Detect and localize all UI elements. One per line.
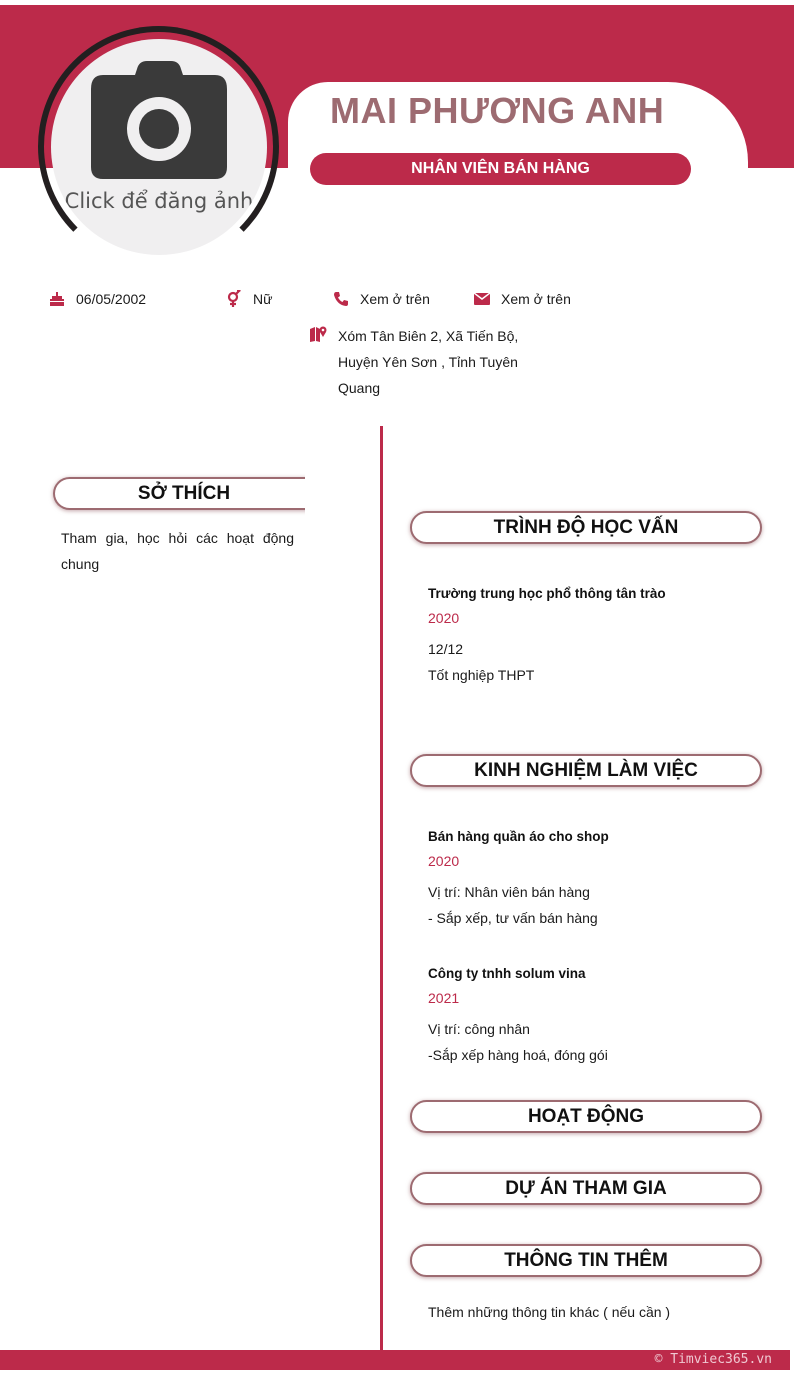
education-line[interactable]: 12/12 — [428, 641, 464, 657]
education-heading[interactable]: TRÌNH ĐỘ HỌC VẤN — [410, 511, 762, 544]
experience-line[interactable]: Vị trí: Nhân viên bán hàng — [428, 884, 590, 900]
email-value: Xem ở trên — [501, 291, 571, 307]
gender-icon — [225, 290, 243, 308]
experience-year[interactable]: 2021 — [428, 990, 460, 1006]
photo-upload[interactable] — [51, 39, 267, 255]
birthday-field[interactable] — [48, 290, 146, 308]
projects-heading[interactable]: DỰ ÁN THAM GIA — [410, 1172, 762, 1205]
gender-value: Nữ — [253, 291, 273, 307]
education-year[interactable]: 2020 — [428, 610, 460, 626]
phone-icon — [332, 290, 350, 308]
phone-field[interactable] — [332, 290, 430, 308]
experience-company[interactable]: Bán hàng quần áo cho shop — [428, 829, 609, 844]
more-info-heading[interactable]: THÔNG TIN THÊM — [410, 1244, 762, 1277]
phone-value: Xem ở trên — [360, 291, 430, 307]
email-field[interactable] — [473, 290, 571, 308]
mail-icon — [473, 290, 491, 308]
education-school[interactable]: Trường trung học phổ thông tân trào — [428, 586, 666, 601]
experience-year[interactable]: 2020 — [428, 853, 460, 869]
hobby-pill-mask — [305, 470, 325, 518]
gender-field[interactable] — [225, 290, 272, 308]
camera-icon — [87, 59, 231, 183]
cake-icon — [48, 290, 66, 308]
experience-company[interactable]: Công ty tnhh solum vina — [428, 966, 586, 981]
experience-heading[interactable]: KINH NGHIỆM LÀM VIỆC — [410, 754, 762, 787]
photo-caption: Click để đăng ảnh — [64, 189, 254, 213]
hobbies-heading[interactable]: SỞ THÍCH — [53, 477, 313, 510]
education-line[interactable]: Tốt nghiệp THPT — [428, 667, 535, 683]
job-title[interactable]: NHÂN VIÊN BÁN HÀNG — [310, 153, 691, 185]
experience-line[interactable]: - Sắp xếp, tư vấn bán hàng — [428, 910, 598, 926]
experience-line[interactable]: -Sắp xếp hàng hoá, đóng gói — [428, 1047, 608, 1063]
experience-line[interactable]: Vị trí: công nhân — [428, 1021, 530, 1037]
candidate-name[interactable]: MAI PHƯƠNG ANH — [330, 90, 665, 131]
copyright-text: © Timviec365.vn — [654, 1352, 772, 1367]
birthday-value: 06/05/2002 — [76, 291, 147, 307]
address-value[interactable]: Xóm Tân Biên 2, Xã Tiến Bộ, Huyện Yên Sơn , Tỉnh Tuyên Quang — [338, 328, 519, 396]
more-info-text[interactable]: Thêm những thông tin khác ( nếu cần ) — [428, 1304, 671, 1320]
hobbies-text[interactable]: Tham gia, học hỏi các hoạt động chung — [61, 530, 294, 572]
activities-heading[interactable]: HOẠT ĐỘNG — [410, 1100, 762, 1133]
map-pin-icon — [309, 325, 327, 343]
column-divider — [380, 426, 383, 1350]
